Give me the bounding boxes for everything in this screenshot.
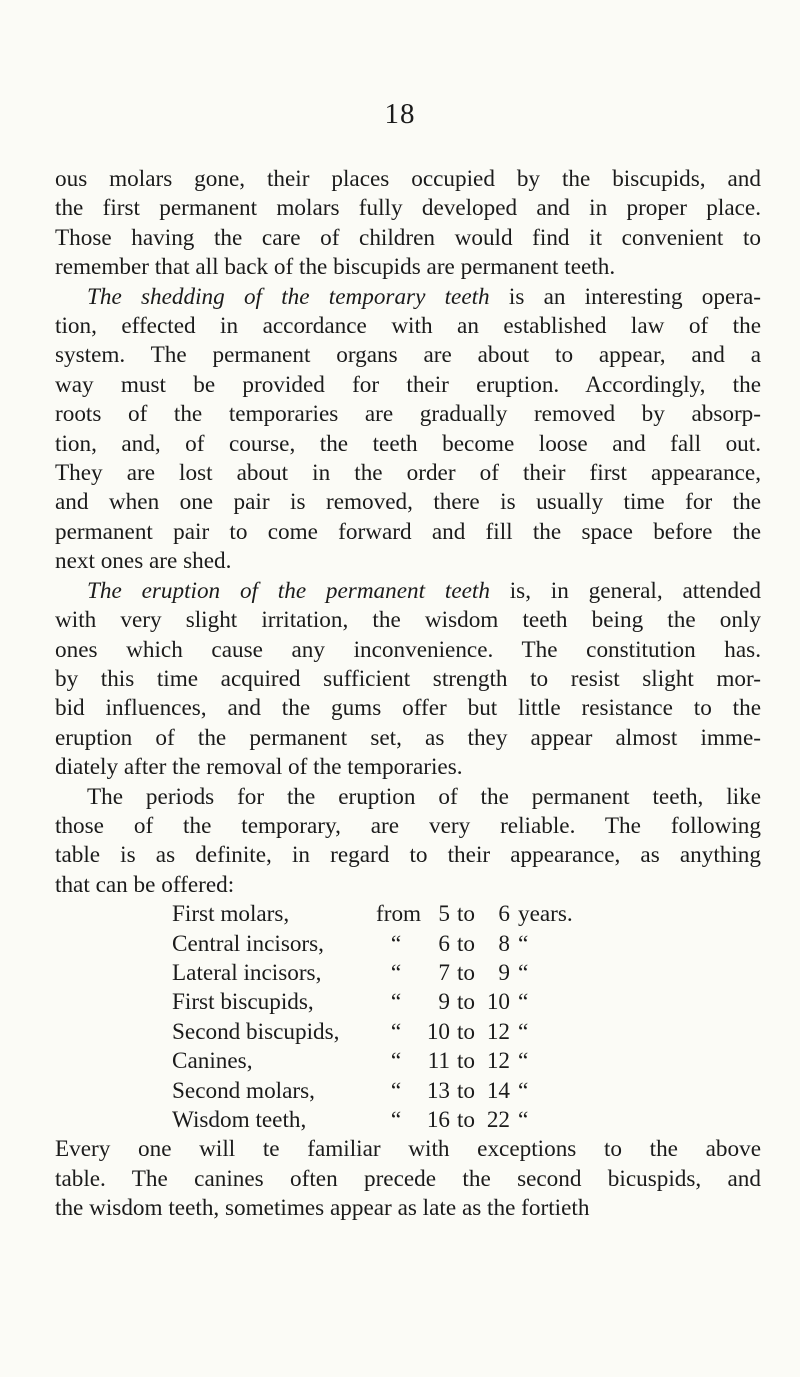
age-range xyxy=(416,930,510,959)
age-end: 9 xyxy=(498,959,510,986)
age-start: 16 xyxy=(426,1106,450,1133)
text-run: bid influences, and the gums offer but little resistance to the xyxy=(55,695,761,722)
text-run: Those having the care of children would find it convenient to xyxy=(55,224,761,251)
to-label: to xyxy=(456,989,476,1016)
text-run: system. The permanent organs are about to appear, and a xyxy=(55,342,761,369)
age-end: 22 xyxy=(486,1106,510,1133)
unit-label: “ xyxy=(518,1106,529,1133)
text-line xyxy=(55,694,761,723)
text-line xyxy=(55,253,761,282)
to-label: to xyxy=(456,1018,476,1045)
italic-phrase: The eruption of the permanent teeth xyxy=(87,577,490,604)
tooth-name: First molars, xyxy=(172,901,290,928)
age-start: 13 xyxy=(426,1077,450,1104)
table-row xyxy=(172,1077,632,1106)
text-line xyxy=(55,783,761,812)
to-label: to xyxy=(456,1048,476,1075)
unit-label: years. xyxy=(518,901,573,928)
table-row xyxy=(172,959,632,988)
age-end: 10 xyxy=(486,989,510,1016)
text-run: table is as definite, in regard to their appearance, as anything xyxy=(55,842,761,869)
text-line xyxy=(55,488,761,517)
text-line xyxy=(55,518,761,547)
text-run: next ones are shed. xyxy=(55,548,232,575)
text-line xyxy=(55,224,761,253)
text-line xyxy=(55,283,761,312)
to-label: to xyxy=(456,1106,476,1133)
text-line xyxy=(55,753,761,782)
text-run: is an interesting opera- xyxy=(489,283,761,310)
text-line xyxy=(55,724,761,753)
text-line xyxy=(55,577,761,606)
age-end: 6 xyxy=(498,901,510,928)
text-run: remember that all back of the biscupids are permanent teeth. xyxy=(55,254,616,281)
age-start: 5 xyxy=(438,901,450,928)
age-start: 9 xyxy=(438,989,450,1016)
text-line xyxy=(55,430,761,459)
age-range xyxy=(416,988,510,1017)
text-run: tion, and, of course, the teeth become loose and fall out. xyxy=(55,430,761,457)
text-line xyxy=(55,1135,761,1164)
unit-label: “ xyxy=(518,1048,529,1075)
from-label: “ xyxy=(390,1077,402,1104)
table-row xyxy=(172,930,632,959)
from-label: “ xyxy=(390,989,402,1016)
text-line xyxy=(55,400,761,429)
text-run: and when one pair is removed, there is usually time for the xyxy=(55,489,761,516)
from-label: “ xyxy=(390,1048,402,1075)
unit-label: “ xyxy=(518,1018,529,1045)
text-line xyxy=(55,841,761,870)
text-run: ones which cause any inconvenience. The constitution has. xyxy=(55,636,761,663)
body-text xyxy=(55,165,761,1224)
tooth-name: Lateral incisors, xyxy=(172,959,322,986)
text-run: table. The canines often precede the second bicuspids, and xyxy=(55,1165,761,1192)
age-start: 11 xyxy=(427,1048,450,1075)
text-run: is, in general, attended xyxy=(489,577,761,604)
text-line xyxy=(55,547,761,576)
text-run: They are lost about in the order of their first appearance, xyxy=(55,460,761,487)
table-row xyxy=(172,1106,632,1135)
text-run: those of the temporary, are very reliable. The following xyxy=(55,812,761,839)
from-label: “ xyxy=(390,1106,402,1133)
age-end: 8 xyxy=(498,930,510,957)
to-label: to xyxy=(456,959,476,986)
age-range xyxy=(416,1106,510,1135)
age-range xyxy=(416,1047,510,1076)
age-start: 7 xyxy=(438,959,450,986)
tooth-name: Central incisors, xyxy=(172,930,324,957)
age-start: 6 xyxy=(438,930,450,957)
to-label: to xyxy=(456,901,476,928)
from-label: “ xyxy=(390,930,402,957)
table-row xyxy=(172,1047,632,1076)
unit-label: “ xyxy=(518,989,529,1016)
tooth-name: Wisdom teeth, xyxy=(172,1106,307,1133)
text-line xyxy=(55,459,761,488)
text-run: the wisdom teeth, sometimes appear as late as the fortieth xyxy=(55,1195,590,1222)
age-end: 12 xyxy=(486,1018,510,1045)
text-run: The periods for the eruption of the permanent teeth, like xyxy=(87,783,761,810)
text-line xyxy=(55,1194,761,1223)
text-line xyxy=(55,636,761,665)
text-run: permanent pair to come forward and fill the space before the xyxy=(55,518,761,545)
to-label: to xyxy=(456,1077,476,1104)
text-line xyxy=(55,312,761,341)
page-number: 18 xyxy=(384,98,416,130)
unit-label: “ xyxy=(518,930,529,957)
age-end: 14 xyxy=(486,1077,510,1104)
text-run: with very slight irritation, the wisdom teeth being the only xyxy=(55,607,761,634)
from-label: “ xyxy=(390,1018,402,1045)
text-run: by this time acquired sufficient strength to resist slight mor- xyxy=(55,665,761,692)
tooth-name: First biscupids, xyxy=(172,989,314,1016)
to-label: to xyxy=(456,930,476,957)
text-line xyxy=(55,341,761,370)
text-run: tion, effected in accordance with an established law of the xyxy=(55,313,761,340)
text-run: Every one will te familiar with exceptions to the above xyxy=(55,1136,761,1163)
text-line xyxy=(55,165,761,194)
text-line xyxy=(55,194,761,223)
tooth-name: Canines, xyxy=(172,1048,253,1075)
table-row xyxy=(172,988,632,1017)
text-run: roots of the temporaries are gradually removed by absorp- xyxy=(55,401,761,428)
text-run: the first permanent molars fully developed and in proper place. xyxy=(55,195,761,222)
text-run: eruption of the permanent set, as they appear almost imme- xyxy=(55,724,761,751)
from-label: “ xyxy=(390,959,402,986)
text-line xyxy=(55,812,761,841)
age-range xyxy=(416,1077,510,1106)
table-row xyxy=(172,900,632,929)
age-range xyxy=(416,1018,510,1047)
text-line xyxy=(55,1165,761,1194)
table-row xyxy=(172,1018,632,1047)
tooth-name: Second biscupids, xyxy=(172,1018,340,1045)
italic-phrase: The shedding of the temporary teeth xyxy=(87,283,490,310)
from-label: from xyxy=(376,901,422,928)
age-start: 10 xyxy=(426,1018,450,1045)
text-run: way must be provided for their eruption. Accordingly, the xyxy=(55,371,761,398)
text-run: ous molars gone, their places occupied by the biscupids, and xyxy=(55,166,761,192)
text-run: that can be offered: xyxy=(55,871,235,898)
text-line xyxy=(55,606,761,635)
tooth-name: Second molars, xyxy=(172,1077,315,1104)
unit-label: “ xyxy=(518,1077,529,1104)
text-run: diately after the removal of the temporaries. xyxy=(55,754,463,781)
unit-label: “ xyxy=(518,959,529,986)
age-range xyxy=(416,900,510,929)
text-line xyxy=(55,871,761,900)
text-line xyxy=(55,665,761,694)
age-range xyxy=(416,959,510,988)
text-line xyxy=(55,371,761,400)
eruption-table xyxy=(172,900,632,1135)
age-end: 12 xyxy=(486,1048,510,1075)
